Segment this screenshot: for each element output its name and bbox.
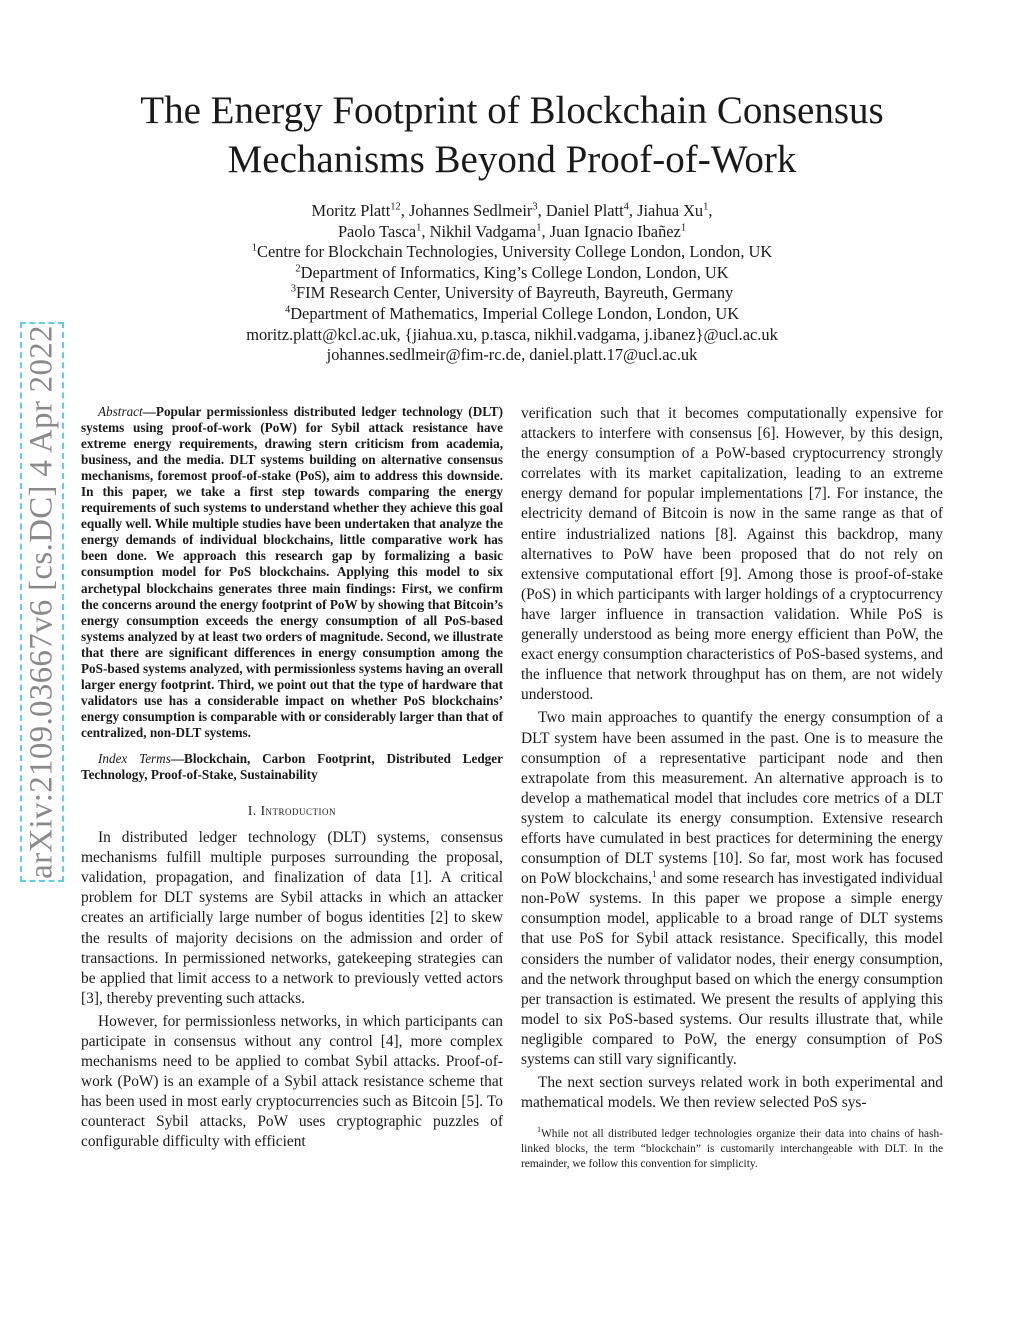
intro-paragraph-1: In distributed ledger technology (DLT) systems, consensus mechanisms fulfill multiple purposes surrounding the proposal, validation, propagation, and finalization of data [1]. A critical problem for DLT systems are Sybil attacks in which an attacker creates an artificially large number of bogus identities [2] to skew the results of majority decisions on the admission and order of transactions. In permissioned networks, gatekeeping strategies can be applied that limit access to a network to previously vetted actors [3], thereby preventing such attacks. (81, 829, 503, 1007)
right-column (521, 404, 943, 1172)
author-name: Juan Ignacio Ibañez (549, 221, 681, 241)
footnote-number: 1 (537, 1125, 541, 1135)
abstract (81, 404, 503, 741)
section-heading (81, 803, 503, 819)
author-affiliation-mark: 3 (532, 201, 538, 213)
arxiv-identifier: arXiv:2109.03667v6 [cs.DC] 4 Apr 2022 (23, 325, 60, 879)
author-affiliation-mark: 1 (416, 222, 422, 234)
affiliation-2: $^2$Department of Informatics, King’s College London, London, UK (295, 262, 729, 282)
intro-paragraph-5: The next section surveys related work in both experimental and mathematical models. We then review selected PoS sys- (521, 1074, 943, 1112)
author-block (60, 201, 964, 366)
intro-paragraph-4: Two main approaches to quantify the energy consumption of a DLT system have been assumed in the past. One is to measure the consumption of a representative participant node and then extrapolate from this measurement. An alternative approach is to develop a mathematical model that includes core metrics of a DLT system to calculate its energy consumption. Extensive research efforts have cumulated in best practices for determining the energy consumption of DLT systems [10]. So far, most work has focused on PoW blockchains,$^1$ and some research has investigated individual non-PoW systems. In this paper we propose a simple energy consumption model, applicable to a broad range of DLT systems that use PoS for Sybil attack resistance. Specifically, this model considers the number of validator nodes, their energy consumption, and the network throughput based on which the energy consumption per transaction is estimated. We present the results of applying this model to six PoS-based systems. Our results illustrate that, while negligible compared to PoW, the energy consumption of PoS systems can still vary significantly. (521, 709, 943, 1068)
author-affiliation-mark: 1 (703, 201, 709, 213)
author-line-2: Paolo Tasca$^1$, Nikhil Vadgama$^1$, Juan Ignacio Ibañez$^1$ (337, 221, 687, 241)
author-name: Nikhil Vadgama (429, 221, 537, 241)
section-title: Introduction (260, 803, 337, 819)
abstract-dash: — (142, 404, 156, 419)
footnote-marker[interactable]: 1 (652, 869, 657, 880)
affiliation-4: $^4$Department of Mathematics, Imperial College London, London, UK (284, 303, 740, 323)
title-line-2: Mechanisms Beyond Proof-of-Work (227, 138, 797, 181)
email-line-2[interactable]: johannes.sedlmeir@fim-rc.de, daniel.platt.17@ucl.ac.uk (326, 345, 698, 365)
affiliation-3: $^3$FIM Research Center, University of Bayreuth, Bayreuth, Germany (290, 283, 734, 303)
author-name: Paolo Tasca (337, 221, 417, 241)
abstract-text: Popular permissionless distributed ledger technology (DLT) systems using proof-of-work (PoW) for Sybil attack resistance have extreme energy requirements, drawing stern criticism from academia, business, and the media. DLT systems building on alternative consensus mechanisms, foremost proof-of-stake (PoS), aim to address this downside. In this paper, we take a first step towards comparing the energy requirements of such systems to understand whether they achieve this goal equally well. While multiple studies have been undertaken that analyze the energy demands of individual blockchains, little comparative work has been done. We approach this research gap by formalizing a basic consumption model for PoS blockchains. Applying this model to six archetypal blockchains generates three main findings: First, we confirm the concerns around the energy footprint of PoW by showing that Bitcoin’s energy consumption exceeds the energy consumption of all PoS-based systems analyzed by at least two orders of magnitude. Second, we illustrate that there are significant differences in energy consumption among the PoS-based systems analyzed, with permissionless systems having an overall larger energy footprint. Third, we point out that the type of hardware that validators use has a considerable impact on whether PoS blockchains’ energy consumption is comparable with or considerably larger than that of centralized, non-DLT systems. (81, 404, 503, 740)
index-terms-label: Index Terms (98, 750, 171, 766)
index-terms-dash: — (170, 750, 185, 766)
author-affiliation-mark: 4 (623, 201, 629, 213)
author-name: Jiahua Xu (637, 201, 704, 220)
footnote (521, 1127, 943, 1172)
author-name: Daniel Platt (545, 201, 624, 220)
section-number: I. (247, 803, 257, 819)
index-terms-text: Blockchain, Carbon Footprint, Distributed Ledger Technology, Proof-of-Stake, Sustainability (81, 750, 503, 783)
author-affiliation-mark: 1 (680, 222, 687, 234)
intro-paragraph-2: However, for permissionless networks, in which participants can participate in consensus without any control [4], more complex mechanisms need to be applied to combat Sybil attacks. Proof-of-work (PoW) is an example of a Sybil attack resistance scheme that has been used in most early cryptocurrencies such as Bitcoin [5]. To counteract Sybil attacks, PoW uses cryptographic puzzles of configurable difficulty with efficient (81, 1012, 503, 1151)
author-affiliation-mark: 12 (390, 201, 401, 213)
email-line-1[interactable]: moritz.platt@kcl.ac.uk, {jiahua.xu, p.tasca, nikhil.vadgama, j.ibanez}@ucl.ac.uk (246, 324, 778, 344)
paper-title (60, 86, 964, 184)
author-name: Johannes Sedlmeir (408, 201, 533, 220)
intro-paragraph-3: verification such that it becomes computationally expensive for attackers to interfere with consensus [6]. However, by this design, the energy consumption of a PoW-based cryptocurrency strongly correlates with its market capitalization, leading to an extreme energy demand for popular implementations [7]. For instance, the electricity demand of Bitcoin is now in the same range as that of entire industrialized nations [8]. Against this backdrop, many alternatives to PoW have been proposed that do not rely on extensive computational effort [9]. Among those is proof-of-stake (PoS) in which participants with larger holdings of a cryptocurrency have larger influence in transaction validation. While PoS is generally understood as being more energy efficient than PoW, the exact energy consumption characteristics of PoS-based systems, and the influence that network throughput has on them, are not widely understood. (521, 405, 943, 704)
affiliation-1: $^1$Centre for Blockchain Technologies, University College London, London, UK (251, 242, 773, 262)
author-name: Moritz Platt (311, 201, 391, 220)
author-line-1: Moritz Platt$^{12}$, Johannes Sedlmeir$^3$, Daniel Platt$^4$, Jiahua Xu$^1$, (311, 201, 713, 220)
footnote-text: While not all distributed ledger technologies organize their data into chains of hash-linked blocks, the term “blockchain” is customarily interchangeable with DLT. In the remainder, we follow this convention for simplicity. (521, 1128, 943, 1171)
index-terms (81, 751, 503, 783)
author-affiliation-mark: 1 (536, 222, 542, 234)
left-column (81, 404, 503, 1153)
abstract-label: Abstract (98, 404, 143, 419)
title-line-1: The Energy Footprint of Blockchain Consensus (140, 89, 884, 132)
